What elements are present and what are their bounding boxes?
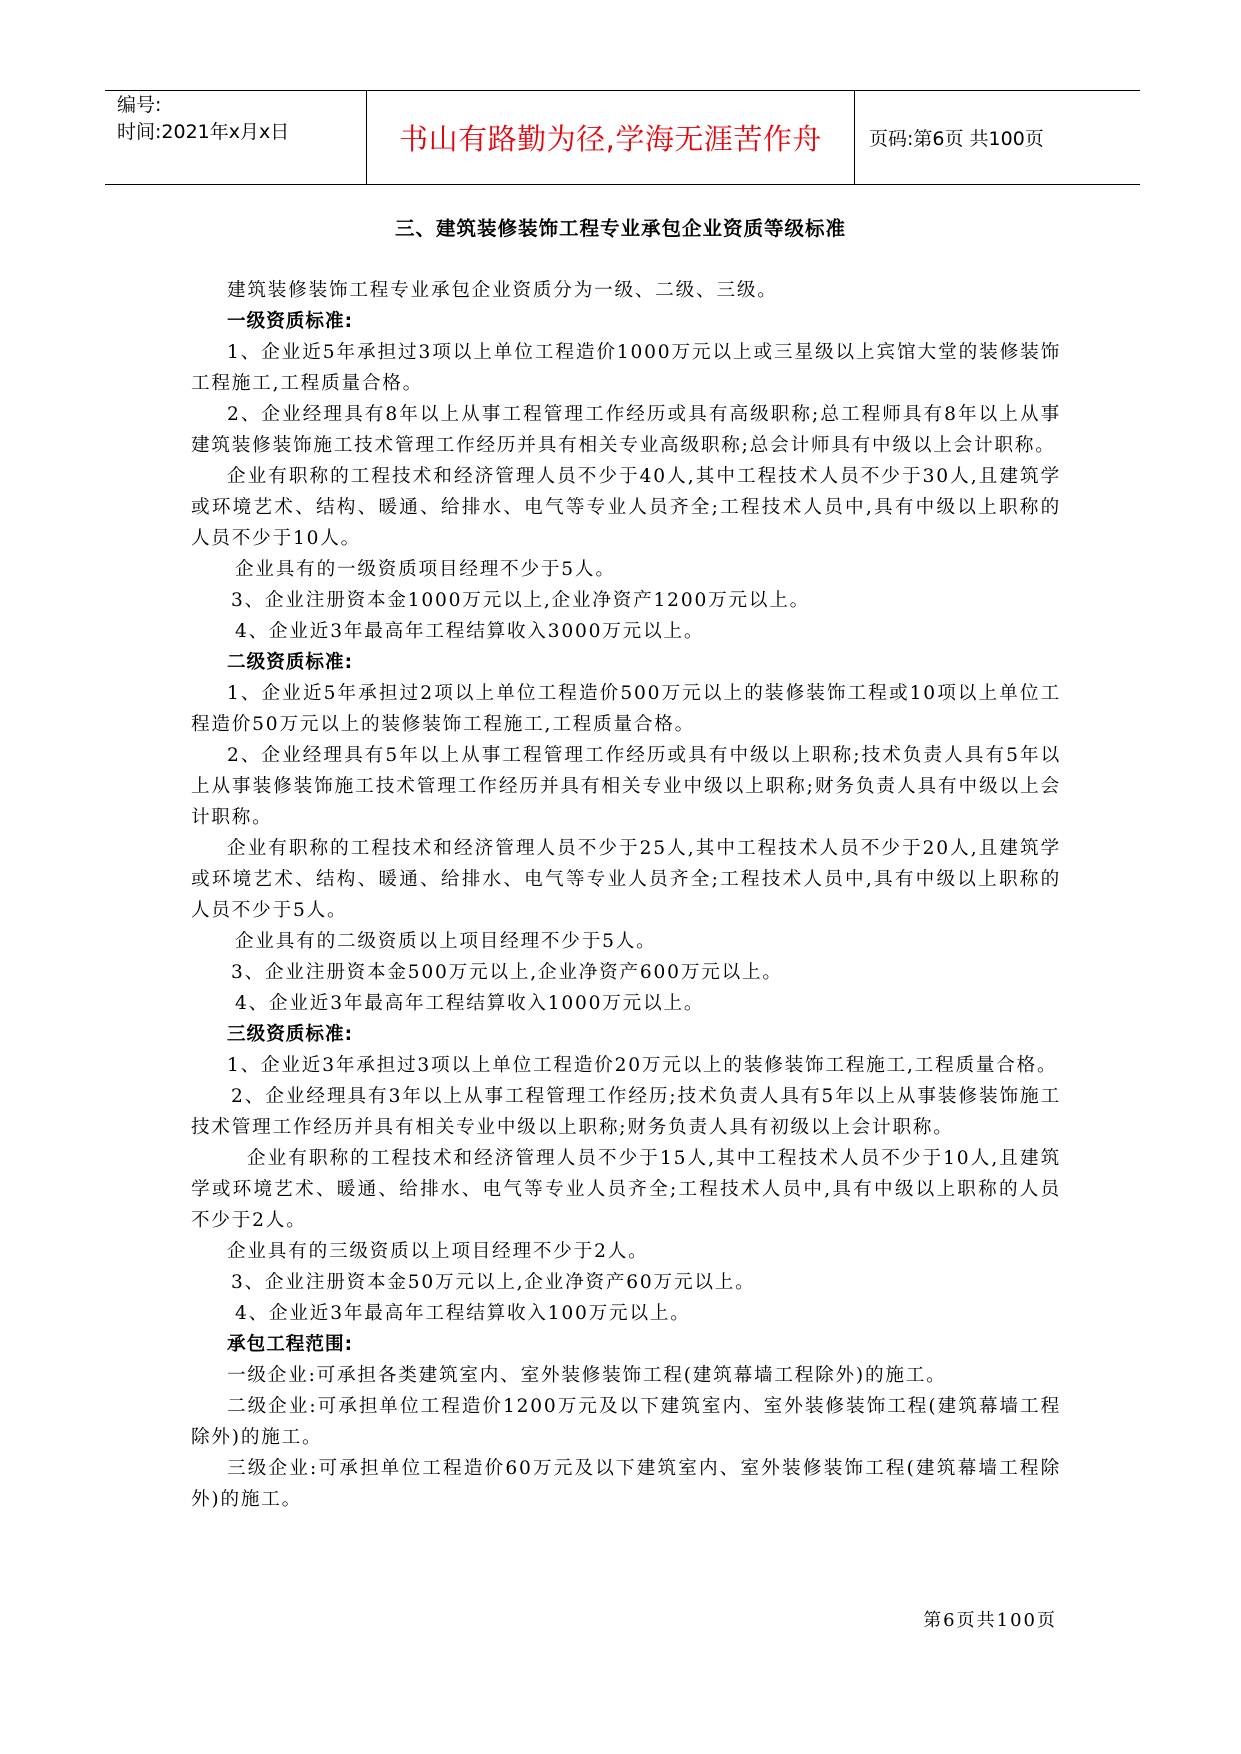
paragraph: 3、企业注册资本金50万元以上,企业净资产60万元以上。 (231, 1272, 756, 1293)
header-meta (105, 91, 367, 184)
section-heading: 二级资质标准: (227, 652, 353, 673)
header-motto: 书山有路勤为径,学海无涯苦作舟 (367, 91, 855, 184)
paragraph: 企业有职称的工程技术和经济管理人员不少于40人,其中工程技术人员不少于30人,且建筑学或环境艺术、结构、暖通、给排水、电气等专业人员齐全;工程技术人员中,具有中级以上职称的人员不少于10人。 (191, 466, 1061, 549)
paragraph: 4、企业近3年最高年工程结算收入3000万元以上。 (235, 621, 705, 642)
paragraph: 企业有职称的工程技术和经济管理人员不少于15人,其中工程技术人员不少于10人,且建筑学或环境艺术、暖通、给排水、电气等专业人员齐全;工程技术人员中,具有中级以上职称的人员不少于2人。 (191, 1148, 1061, 1231)
paragraph: 建筑装修装饰工程专业承包企业资质分为一级、二级、三级。 (227, 280, 778, 301)
paragraph: 2、企业经理具有3年以上从事工程管理工作经历;技术负责人具有5年以上从事装修装饰施工技术管理工作经历并具有相关专业中级以上职称;财务负责人具有初级以上会计职称。 (191, 1086, 1061, 1138)
paragraph: 1、企业近5年承担过2项以上单位工程造价500万元以上的装修装饰工程或10项以上单位工程造价50万元以上的装修装饰工程施工,工程质量合格。 (191, 683, 1061, 735)
section-heading: 承包工程范围: (227, 1334, 353, 1355)
paragraph: 一级企业:可承担各类建筑室内、室外装修装饰工程(建筑幕墙工程除外)的施工。 (227, 1365, 947, 1386)
paragraph: 3、企业注册资本金1000万元以上,企业净资产1200万元以上。 (231, 590, 811, 611)
section-heading: 三级资质标准: (227, 1024, 353, 1045)
page-footer: 第6页共100页 (923, 1610, 1057, 1631)
paragraph: 三级企业:可承担单位工程造价60万元及以下建筑室内、室外装修装饰工程(建筑幕墙工程除外)的施工。 (191, 1458, 1061, 1510)
paragraph: 1、企业近5年承担过3项以上单位工程造价1000万元以上或三星级以上宾馆大堂的装修装饰工程施工,工程质量合格。 (191, 342, 1061, 394)
number-label: 编号: (117, 94, 162, 116)
paragraph: 3、企业注册资本金500万元以上,企业净资产600万元以上。 (231, 962, 783, 983)
time-label: 时间:2021年x月x日 (117, 121, 290, 143)
paragraph: 二级企业:可承担单位工程造价1200万元及以下建筑室内、室外装修装饰工程(建筑幕墙工程除外)的施工。 (191, 1396, 1061, 1448)
document-body (191, 275, 1061, 1515)
paragraph: 企业具有的一级资质项目经理不少于5人。 (235, 559, 616, 580)
paragraph: 企业有职称的工程技术和经济管理人员不少于25人,其中工程技术人员不少于20人,且建筑学或环境艺术、结构、暖通、给排水、电气等专业人员齐全;工程技术人员中,具有中级以上职称的人员不少于5人。 (191, 838, 1061, 921)
paragraph: 1、企业近3年承担过3项以上单位工程造价20万元以上的装修装饰工程施工,工程质量合格。 (227, 1055, 1058, 1076)
paragraph: 企业具有的二级资质以上项目经理不少于5人。 (235, 931, 657, 952)
paragraph: 2、企业经理具有5年以上从事工程管理工作经历或具有中级以上职称;技术负责人具有5年以上从事装修装饰施工技术管理工作经历并具有相关专业中级以上职称;财务负责人具有中级以上会计职称。 (191, 745, 1061, 828)
section-heading: 一级资质标准: (227, 311, 353, 332)
paragraph: 4、企业近3年最高年工程结算收入1000万元以上。 (235, 993, 705, 1014)
page-header (105, 90, 1140, 185)
header-page-info: 页码:第6页 共100页 (869, 128, 1044, 150)
paragraph: 2、企业经理具有8年以上从事工程管理工作经历或具有高级职称;总工程师具有8年以上从事建筑装修装饰施工技术管理工作经历并具有相关专业高级职称;总会计师具有中级以上会计职称。 (191, 404, 1061, 456)
document-title: 三、建筑装修装饰工程专业承包企业资质等级标准 (394, 217, 846, 240)
paragraph: 企业具有的三级资质以上项目经理不少于2人。 (227, 1241, 649, 1262)
paragraph: 4、企业近3年最高年工程结算收入100万元以上。 (235, 1303, 691, 1324)
